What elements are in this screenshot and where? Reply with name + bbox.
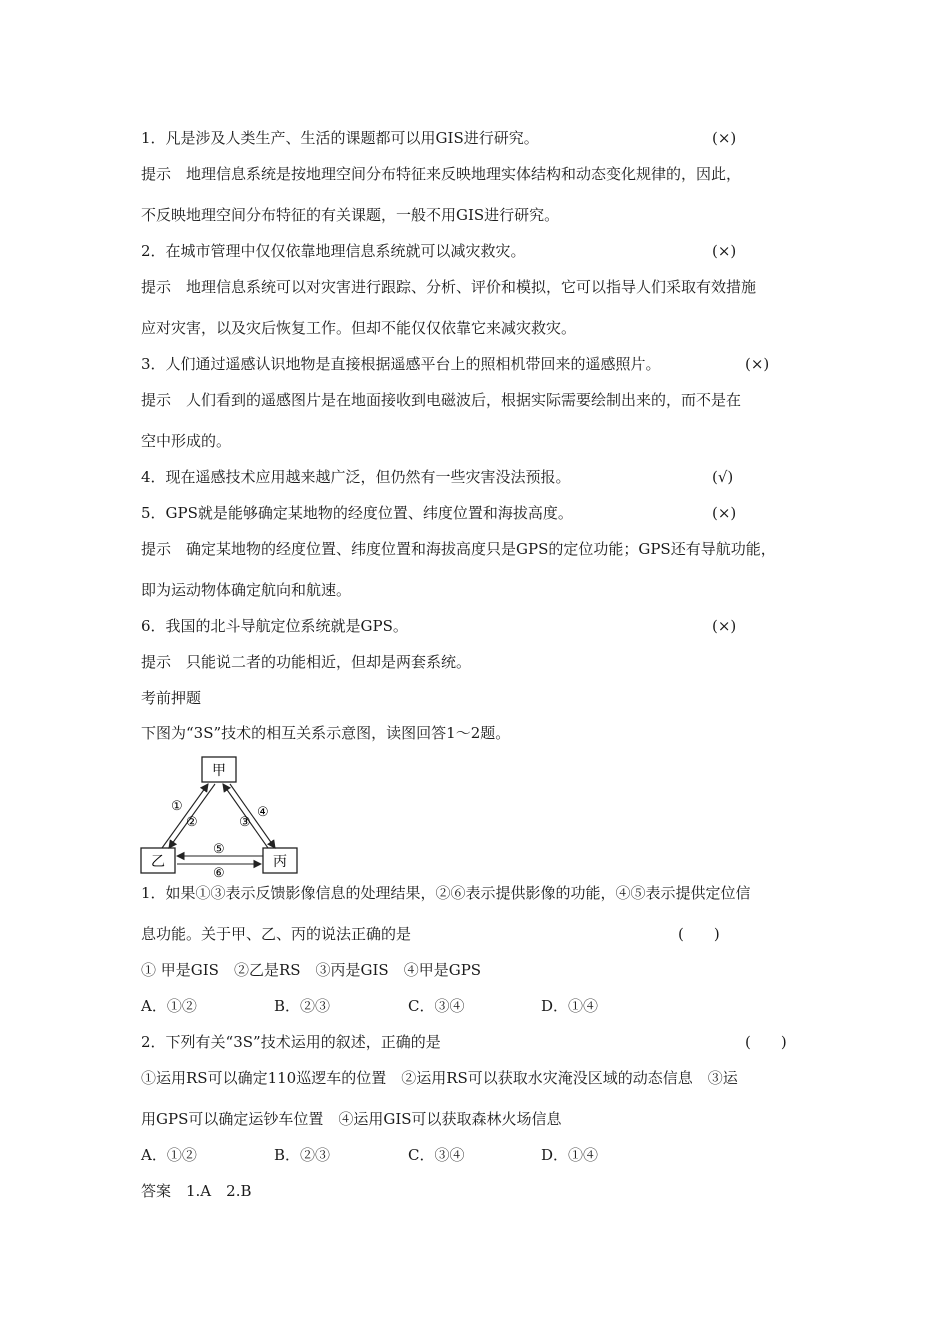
hint-2-line-2: 应对灾害，以及灾后恢复工作。但却不能仅仅依靠它来减灾救灾。: [141, 319, 577, 337]
q1-option-b: B．②③: [274, 997, 331, 1015]
q2-option-c: C．③④: [408, 1146, 465, 1164]
3s-diagram: [138, 754, 304, 878]
arrow-label-1: ①: [171, 799, 183, 814]
item-1-mark: (×): [712, 129, 737, 147]
q2-answer-paren: ( ): [745, 1033, 787, 1051]
hint-1-line-2: 不反映地理空间分布特征的有关课题，一般不用GIS进行研究。: [141, 206, 560, 224]
arrow-label-2: ②: [186, 815, 198, 830]
item-3-mark: (×): [745, 355, 770, 373]
hint-5-line-1: 提示 确定某地物的经度位置、纬度位置和海拔高度只是GPS的定位功能；GPS还有导航功能，: [141, 540, 776, 558]
q1-answer-paren: ( ): [678, 925, 720, 943]
q2-stem: 2．下列有关“3S”技术运用的叙述，正确的是: [141, 1033, 441, 1051]
intro-text: 下图为“3S”技术的相互关系示意图，读图回答1～2题。: [141, 724, 511, 742]
item-1-text: 1．凡是涉及人类生产、生活的课题都可以用GIS进行研究。: [141, 129, 539, 147]
item-4-mark: (√): [712, 468, 734, 486]
hint-3-line-2: 空中形成的。: [141, 432, 232, 450]
hint-3-line-1: 提示 人们看到的遥感图片是在地面接收到电磁波后，根据实际需要绘制出来的，而不是在: [141, 391, 742, 409]
item-5-text: 5．GPS就是能够确定某地物的经度位置、纬度位置和海拔高度。: [141, 504, 573, 522]
node-top-label: 甲: [212, 763, 226, 779]
item-3-text: 3．人们通过遥感认识地物是直接根据遥感平台上的照相机带回来的遥感照片。: [141, 355, 661, 373]
q1-option-a: A．①②: [141, 997, 197, 1015]
q2-option-b: B．②③: [274, 1146, 331, 1164]
hint-1-line-1: 提示 地理信息系统是按地理空间分布特征来反映地理实体结构和动态变化规律的，因此，: [141, 165, 742, 183]
hint-6-line-1: 提示 只能说二者的功能相近，但却是两套系统。: [141, 653, 472, 671]
hint-2-line-1: 提示 地理信息系统可以对灾害进行跟踪、分析、评价和模拟，它可以指导人们采取有效措施: [141, 278, 757, 296]
arrow-1: [162, 784, 208, 848]
q1-option-c: C．③④: [408, 997, 465, 1015]
hint-5-line-2: 即为运动物体确定航向和航速。: [141, 581, 352, 599]
answer-key: 答案 1.A 2.B: [141, 1182, 252, 1200]
item-2-mark: (×): [712, 242, 737, 260]
arrow-label-6: ⑥: [213, 866, 225, 878]
item-4-text: 4．现在遥感技术应用越来越广泛，但仍然有一些灾害没法预报。: [141, 468, 571, 486]
q2-statements-line-2: 用GPS可以确定运钞车位置 ④运用GIS可以获取森林火场信息: [141, 1110, 562, 1128]
q2-statements-line-1: ①运用RS可以确定110巡逻车的位置 ②运用RS可以获取水灾淹没区域的动态信息 ③运: [141, 1069, 738, 1087]
q2-option-d: D．①④: [541, 1146, 599, 1164]
item-5-mark: (×): [712, 504, 737, 522]
node-right-label: 丙: [273, 854, 287, 870]
arrow-label-5: ⑤: [213, 842, 225, 857]
item-6-text: 6．我国的北斗导航定位系统就是GPS。: [141, 617, 408, 635]
section-title: 考前押题: [141, 689, 202, 707]
item-2-text: 2．在城市管理中仅仅依靠地理信息系统就可以减灾救灾。: [141, 242, 526, 260]
item-6-mark: (×): [712, 617, 737, 635]
arrow-label-3: ③: [239, 815, 251, 830]
arrow-label-4: ④: [257, 805, 269, 820]
q1-option-d: D．①④: [541, 997, 599, 1015]
q1-stem-line-1: 1．如果①③表示反馈影像信息的处理结果，②⑥表示提供影像的功能，④⑤表示提供定位信: [141, 884, 751, 902]
q1-statements: ① 甲是GIS ②乙是RS ③丙是GIS ④甲是GPS: [141, 961, 482, 979]
q1-stem-line-2: 息功能。关于甲、乙、丙的说法正确的是: [141, 925, 412, 943]
node-left-label: 乙: [151, 854, 165, 870]
q2-option-a: A．①②: [141, 1146, 197, 1164]
